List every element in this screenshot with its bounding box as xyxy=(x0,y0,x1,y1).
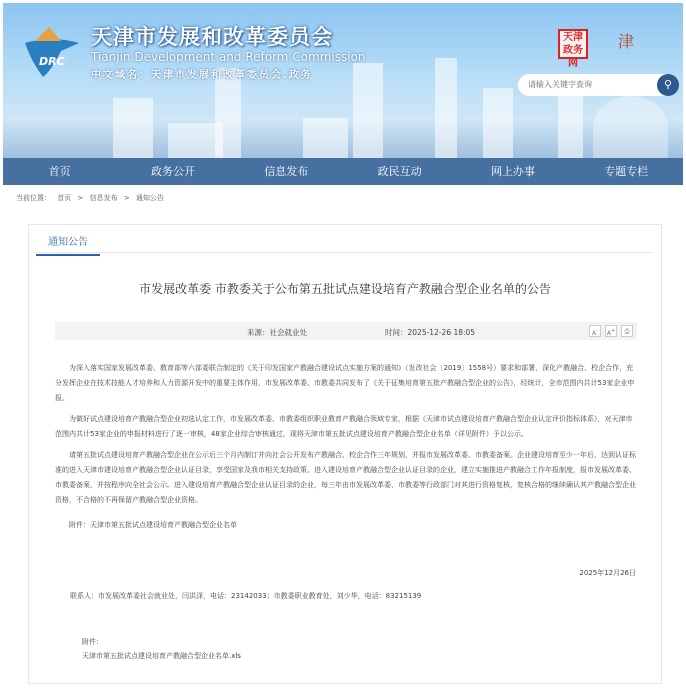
paragraph: 为深入落实国家发展改革委、教育部等六部委联合制定的《关于印发国家产教融合建设试点实施方案的通知》（发改社会〔2019〕1558号）要求和部署，深化产教融合、校企合作，充分发挥企业在技术技能人才培养和人力资源开发中的重要主体作用，市发展改革委、市教委共同发布了《关于征集培育第五批产教融合型企业的公告》，经统计，全市范围内共计53家企业申报。 xyxy=(55,364,635,402)
breadcrumb-sep: > xyxy=(77,194,84,202)
attachment-label: 附件： xyxy=(82,638,103,646)
tianjin-gov-seal[interactable]: 天津政务网 xyxy=(558,29,588,59)
breadcrumb-label: 当前位置： xyxy=(16,194,51,202)
breadcrumb-home[interactable]: 首页 xyxy=(57,194,72,202)
font-decrease-button[interactable]: A- xyxy=(589,325,601,337)
search-box[interactable] xyxy=(518,74,678,96)
breadcrumb xyxy=(16,193,168,203)
article-date: 2025年12月26日 xyxy=(579,569,636,577)
haihe-seal[interactable]: 津 xyxy=(617,32,634,51)
header-banner xyxy=(3,3,683,158)
nav-online-services[interactable]: 网上办事 xyxy=(490,165,535,178)
drc-logo xyxy=(21,21,83,81)
svg-text:DRC: DRC xyxy=(39,55,65,68)
article-meta xyxy=(55,322,637,340)
divider xyxy=(36,252,652,253)
paragraph: 请第五批试点建设培育产教融合型企业在公示后三个月内制订并向社会公开发布产教融合、校企合作三年规划，并报市发展改革委、市教委备案。企业建设培育至少一年后，达到认证标准的进入天津市建设培育产教融合型企业认证目录，享受国家及我市相关支持政策。进入建设培育产教融合型企业认证目录的企业，建立实施推进产教融合工作年报制度，报市发展改革委、市教委备案，并按程序向全社会公示。进入建设培育产教融合型企业认证目录的企业，每三年由市发展改革委、市教委等行政部门对其进行资格复核，复核合格的继续确认其产教融合型企业资格，不合格的不再保留产教融合型企业资格。 xyxy=(55,451,636,504)
article-title: 市发展改革委 市教委关于公布第五批试点建设培育产教融合型企业名单的公告 xyxy=(139,282,551,296)
nav-gov-affairs[interactable]: 政务公开 xyxy=(150,165,195,178)
nav-interaction[interactable]: 政民互动 xyxy=(377,165,422,178)
site-domain: 中文域名：天津市发展和改革委员会.政务 xyxy=(91,70,313,81)
breadcrumb-sep: > xyxy=(123,194,130,202)
print-icon[interactable]: ⎙ xyxy=(621,325,633,337)
article-time: 时间：2025-12-26 18:05 xyxy=(385,328,476,337)
font-increase-button[interactable]: A+ xyxy=(605,325,617,337)
contact-info: 联系人：市发展改革委社会就业处，闫洪泽，电话：23142033；市教委职业教育处，刘少华，电话：83215139 xyxy=(70,592,422,600)
breadcrumb-notices[interactable]: 通知公告 xyxy=(135,194,164,202)
main-nav xyxy=(3,158,683,185)
attachment-note: 附件：天津市第五批试点建设培育产教融合型企业名单 xyxy=(69,521,237,529)
search-input[interactable]: 请输入关键字查询 xyxy=(528,80,592,89)
nav-info-release[interactable]: 信息发布 xyxy=(264,165,309,178)
site-title-en: Tianjin Development and Reform Commission xyxy=(91,50,366,64)
attachment-link[interactable]: 天津市第五批试点建设培育产教融合型企业名单.xls xyxy=(82,652,241,660)
article-source: 来源：社会就业处 xyxy=(247,328,307,337)
search-icon[interactable]: ⚲ xyxy=(657,74,679,96)
nav-home[interactable]: 首页 xyxy=(48,165,71,178)
tab-notices[interactable]: 通知公告 xyxy=(36,233,100,256)
paragraph: 为做好试点建设培育产教融合型企业初选认定工作，市发展改革委、市教委组织职业教育产教融合领域专家，根据《天津市试点建设培育产教融合型企业认定评价指标体系》，对天津市范围内共计53家企业的申报材料进行了逐一审核，48家企业综合审核通过，现将天津市第五批试点建设培育产教融合型企业名单（详见附件）予以公示。 xyxy=(55,415,633,438)
nav-special-topics[interactable]: 专题专栏 xyxy=(604,165,649,178)
breadcrumb-info[interactable]: 信息发布 xyxy=(89,194,118,202)
site-title: 天津市发展和改革委员会 xyxy=(91,25,333,49)
